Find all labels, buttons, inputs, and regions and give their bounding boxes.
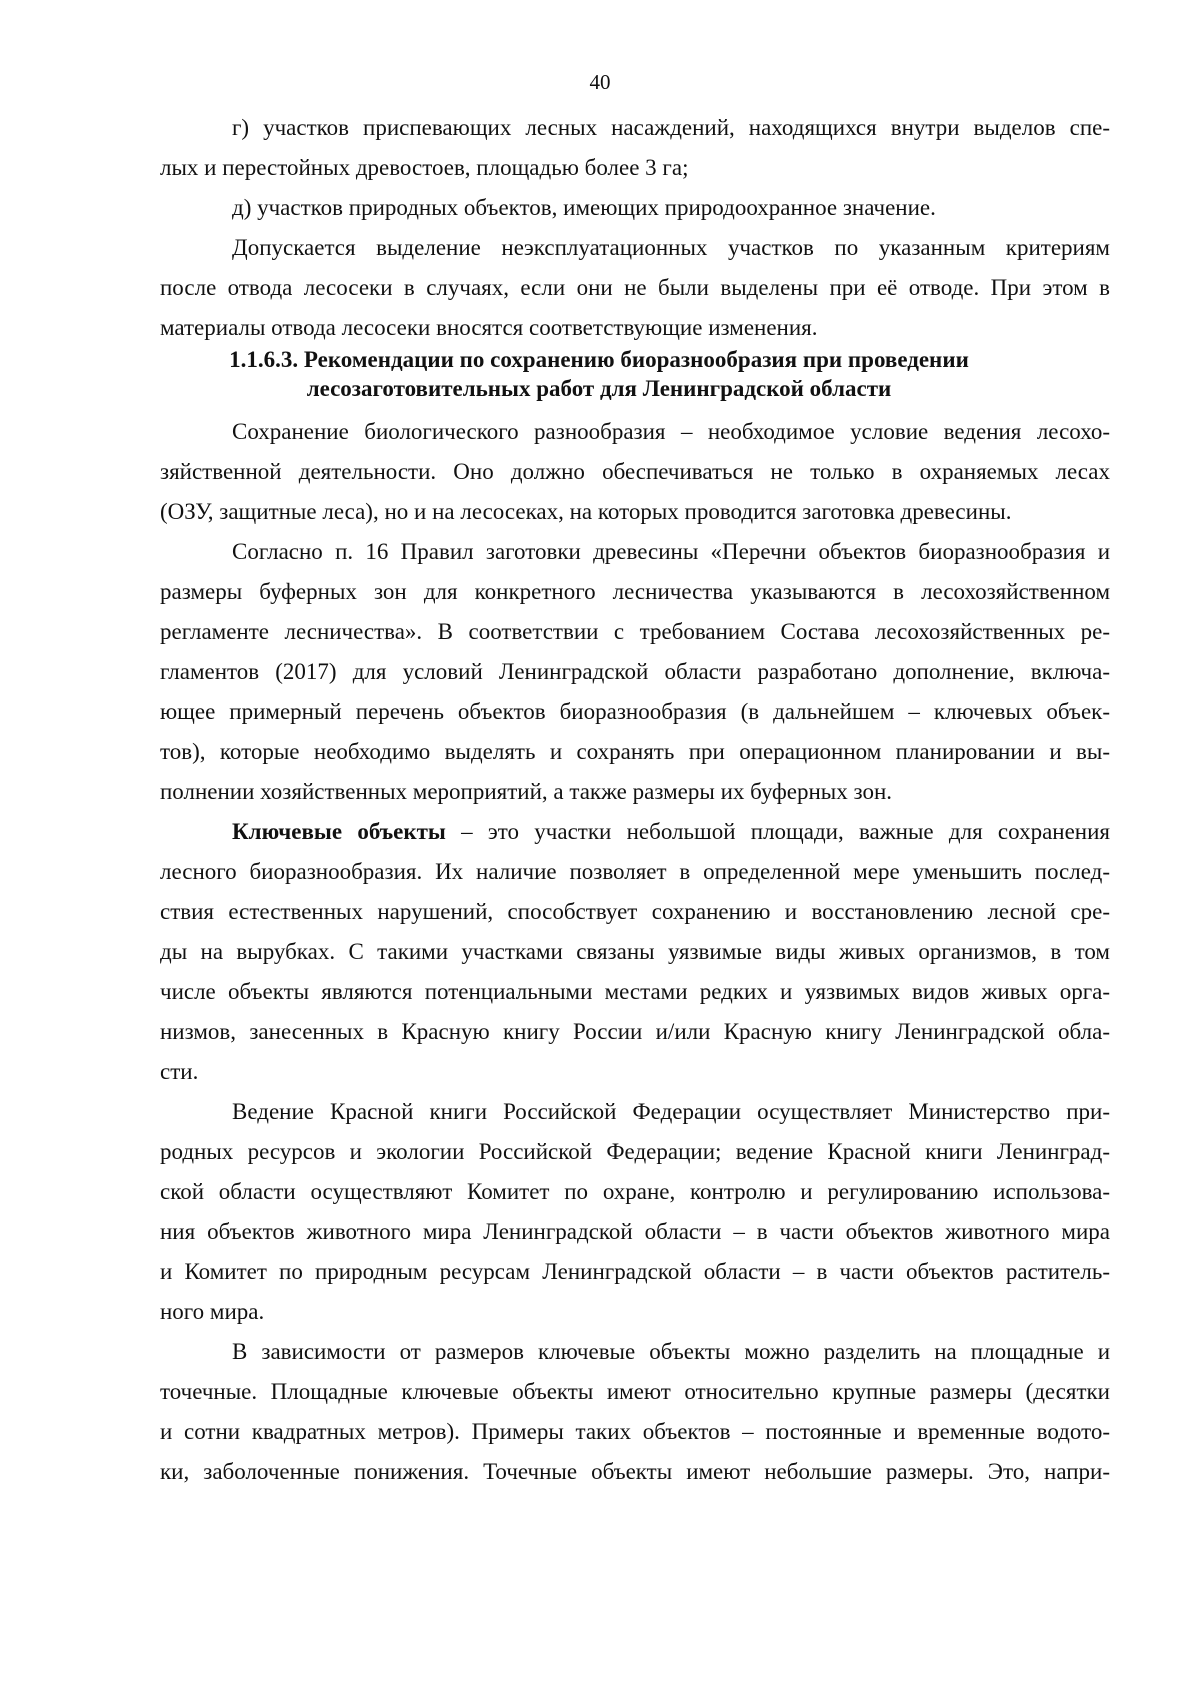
text-line: Сохранение биологического разнообразия – необходимое условие ведения лесохо- [232, 419, 1110, 444]
text-line: ды на вырубках. С такими участками связаны уязвимые виды живых организмов, в том [160, 939, 1110, 964]
list-item-d [88, 188, 1110, 228]
text-line: ской области осуществляют Комитет по охране, контролю и регулированию использова- [160, 1179, 1110, 1204]
text-line: регламенте лесничества». В соответствии с требованием Состава лесохозяйственных ре- [160, 619, 1110, 644]
body-block [88, 412, 1110, 1492]
text-line: (ОЗУ, защитные леса), но и на лесосеках, на которых проводится заготовка древесины. [160, 499, 1012, 524]
text-line: размеры буферных зон для конкретного лесничества указываются в лесохозяйственном [160, 579, 1110, 604]
paragraph-size-classes [88, 1332, 1110, 1492]
text-line: г) участков приспевающих лесных насаждений, находящихся внутри выделов спе- [232, 115, 1110, 140]
text-line: низмов, занесенных в Красную книгу России и/или Красную книгу Ленинградской обла- [160, 1019, 1110, 1044]
page-number: 40 [589, 70, 611, 94]
text-line: ния объектов животного мира Ленинградской области – в части объектов животного мира [160, 1219, 1110, 1244]
text-line: Согласно п. 16 Правил заготовки древесины «Перечни объектов биоразнообразия и [232, 539, 1110, 564]
key-objects-first-line-rest: – это участки небольшой площади, важные для сохранения [445, 819, 1110, 844]
paragraph-key-objects [88, 812, 1110, 1092]
text-line: гламентов (2017) для условий Ленинградской области разработано дополнение, включа- [160, 659, 1110, 684]
text-line: и Комитет по природным ресурсам Ленинградской области – в части объектов раститель- [160, 1259, 1110, 1284]
text-line: точечные. Площадные ключевые объекты имеют относительно крупные размеры (десятки [160, 1379, 1110, 1404]
section-heading [88, 345, 1110, 403]
heading-line-2: лесозаготовительных работ для Ленинградской области [306, 376, 892, 401]
paragraph-rules [88, 532, 1110, 812]
text-line: Ведение Красной книги Российской Федерации осуществляет Министерство при- [232, 1099, 1110, 1124]
text-line: д) участков природных объектов, имеющих природоохранное значение. [232, 195, 936, 220]
text-line: материалы отвода лесосеки вносятся соответствующие изменения. [160, 315, 818, 340]
paragraph-red-book [88, 1092, 1110, 1332]
text-line: ствия естественных нарушений, способствует сохранению и восстановлению лесной сре- [160, 899, 1110, 924]
text-line: ющее примерный перечень объектов биоразнообразия (в дальнейшем – ключевых объек- [160, 699, 1110, 724]
text-line: лых и перестойных древостоев, площадью более 3 га; [160, 155, 689, 180]
key-objects-term: Ключевые объекты [232, 819, 446, 844]
list-block [88, 108, 1110, 348]
text-line: сти. [160, 1059, 199, 1084]
paragraph-biodiversity [88, 412, 1110, 532]
text-line: В зависимости от размеров ключевые объекты можно разделить на площадные и [232, 1339, 1110, 1364]
text-line [88, 812, 1110, 852]
text-line: лесного биоразнообразия. Их наличие позволяет в определенной мере уменьшить послед- [160, 859, 1110, 884]
text-line: ки, заболоченные понижения. Точечные объекты имеют небольшие размеры. Это, напри- [160, 1459, 1110, 1484]
text-line: тов), которые необходимо выделять и сохранять при операционном планировании и вы- [160, 739, 1110, 764]
text-line: родных ресурсов и экологии Российской Федерации; ведение Красной книги Ленинград- [160, 1139, 1110, 1164]
text-line: после отвода лесосеки в случаях, если они не были выделены при её отводе. При этом в [160, 275, 1110, 300]
list-item-g [88, 108, 1110, 188]
text-line: полнении хозяйственных мероприятий, а также размеры их буферных зон. [160, 779, 893, 804]
text-line: числе объекты являются потенциальными местами редких и уязвимых видов живых орга- [160, 979, 1110, 1004]
text-line: и сотни квадратных метров). Примеры таких объектов – постоянные и временные водото- [160, 1419, 1110, 1444]
heading-line-1: 1.1.6.3. Рекомендации по сохранению биоразнообразия при проведении [229, 347, 969, 372]
text-line: Допускается выделение неэксплуатационных участков по указанным критериям [232, 235, 1110, 260]
text-line: зяйственной деятельности. Оно должно обеспечиваться не только в охраняемых лесах [160, 459, 1110, 484]
text-line: ного мира. [160, 1299, 265, 1324]
paragraph-allowed [88, 228, 1110, 348]
